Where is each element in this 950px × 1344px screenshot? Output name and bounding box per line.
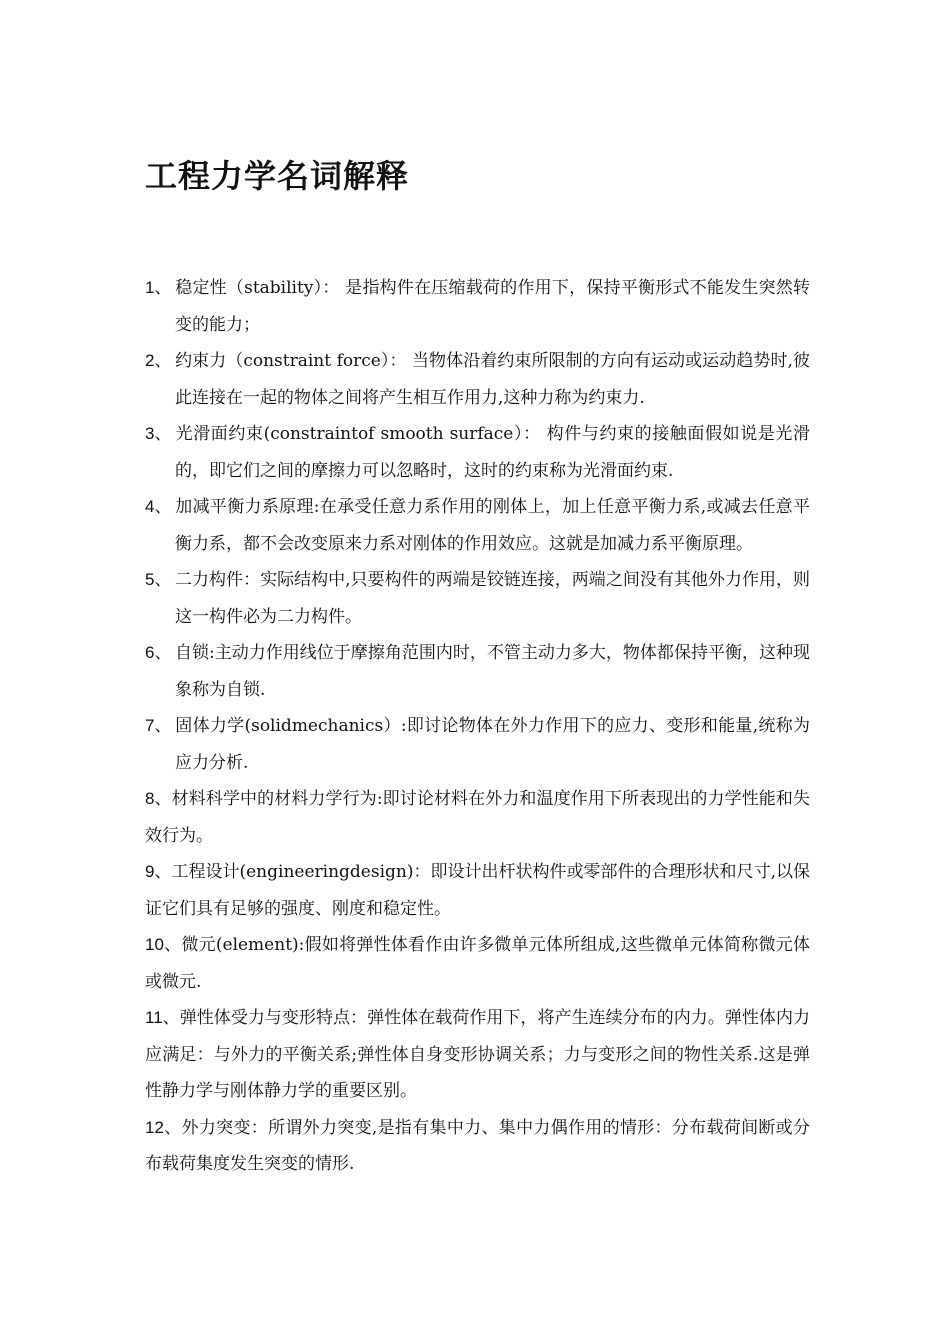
item-number: 9、 <box>145 862 172 881</box>
item-number: 6、 <box>145 643 172 662</box>
list-item <box>145 854 810 927</box>
item-text: 加减平衡力系原理:在承受任意力系作用的刚体上，加上任意平衡力系,或减去任意平衡力系，都不会改变原来力系对刚体的作用效应。这就是加减力系平衡原理。 <box>175 497 810 554</box>
list-item <box>145 781 810 854</box>
item-text: 材料科学中的材料力学行为:即讨论材料在外力和温度作用下所表现出的力学性能和失效行为。 <box>145 789 810 846</box>
item-text: 光滑面约束(constraintof smooth surface）： 构件与约束的接触面假如说是光滑的，即它们之间的摩擦力可以忽略时，这时的约束称为光滑面约束. <box>175 424 810 481</box>
item-number: 10、 <box>145 935 182 954</box>
list-item <box>145 635 810 708</box>
page-title: 工程力学名词解释 <box>145 157 410 195</box>
item-number: 5、 <box>145 570 172 589</box>
list-item <box>145 927 810 1000</box>
item-text: 稳定性（stability）： 是指构件在压缩载荷的作用下，保持平衡形式不能发生突然转变的能力； <box>175 278 810 335</box>
item-text: 二力构件：实际结构中,只要构件的两端是铰链连接，两端之间没有其他外力作用，则这一构件必为二力构件。 <box>175 570 810 627</box>
item-number: 8、 <box>145 789 172 808</box>
item-text: 自锁:主动力作用线位于摩擦角范围内时，不管主动力多大，物体都保持平衡，这种现象称为自锁. <box>175 643 810 700</box>
item-number: 2、 <box>145 351 172 370</box>
definition-list <box>145 270 810 1183</box>
item-text: 微元(element):假如将弹性体看作由许多微单元体所组成,这些微单元体简称微元体或微元. <box>145 935 810 992</box>
item-number: 1、 <box>145 278 172 297</box>
item-number: 11、 <box>145 1008 180 1027</box>
item-text: 约束力（constraint force）： 当物体沿着约束所限制的方向有运动或运动趋势时,彼此连接在一起的物体之间将产生相互作用力,这种力称为约束力. <box>175 351 810 408</box>
item-number: 4、 <box>145 497 172 516</box>
item-text: 工程设计(engineeringdesign)：即设计出杆状构件或零部件的合理形状和尺寸,以保证它们具有足够的强度、刚度和稳定性。 <box>145 862 810 919</box>
list-item <box>145 562 810 635</box>
list-item <box>145 708 810 781</box>
item-number: 12、 <box>145 1117 182 1137</box>
item-number: 3、 <box>145 424 172 443</box>
list-item <box>145 416 810 489</box>
list-item <box>145 1110 810 1183</box>
item-number: 7、 <box>145 716 172 735</box>
list-item <box>145 1000 810 1110</box>
list-item <box>145 343 810 416</box>
list-item <box>145 489 810 562</box>
list-item <box>145 270 810 343</box>
item-text: 固体力学(solidmechanics）:即讨论物体在外力作用下的应力、变形和能量,统称为应力分析. <box>175 716 810 773</box>
item-text: 外力突变：所谓外力突变,是指有集中力、集中力偶作用的情形：分布载荷间断或分布载荷集度发生突变的情形. <box>145 1117 810 1174</box>
item-text: 弹性体受力与变形特点：弹性体在载荷作用下，将产生连续分布的内力。弹性体内力应满足：与外力的平衡关系;弹性体自身变形协调关系；力与变形之间的物性关系.这是弹性静力学与刚体静力学的重要区别。 <box>145 1008 810 1101</box>
